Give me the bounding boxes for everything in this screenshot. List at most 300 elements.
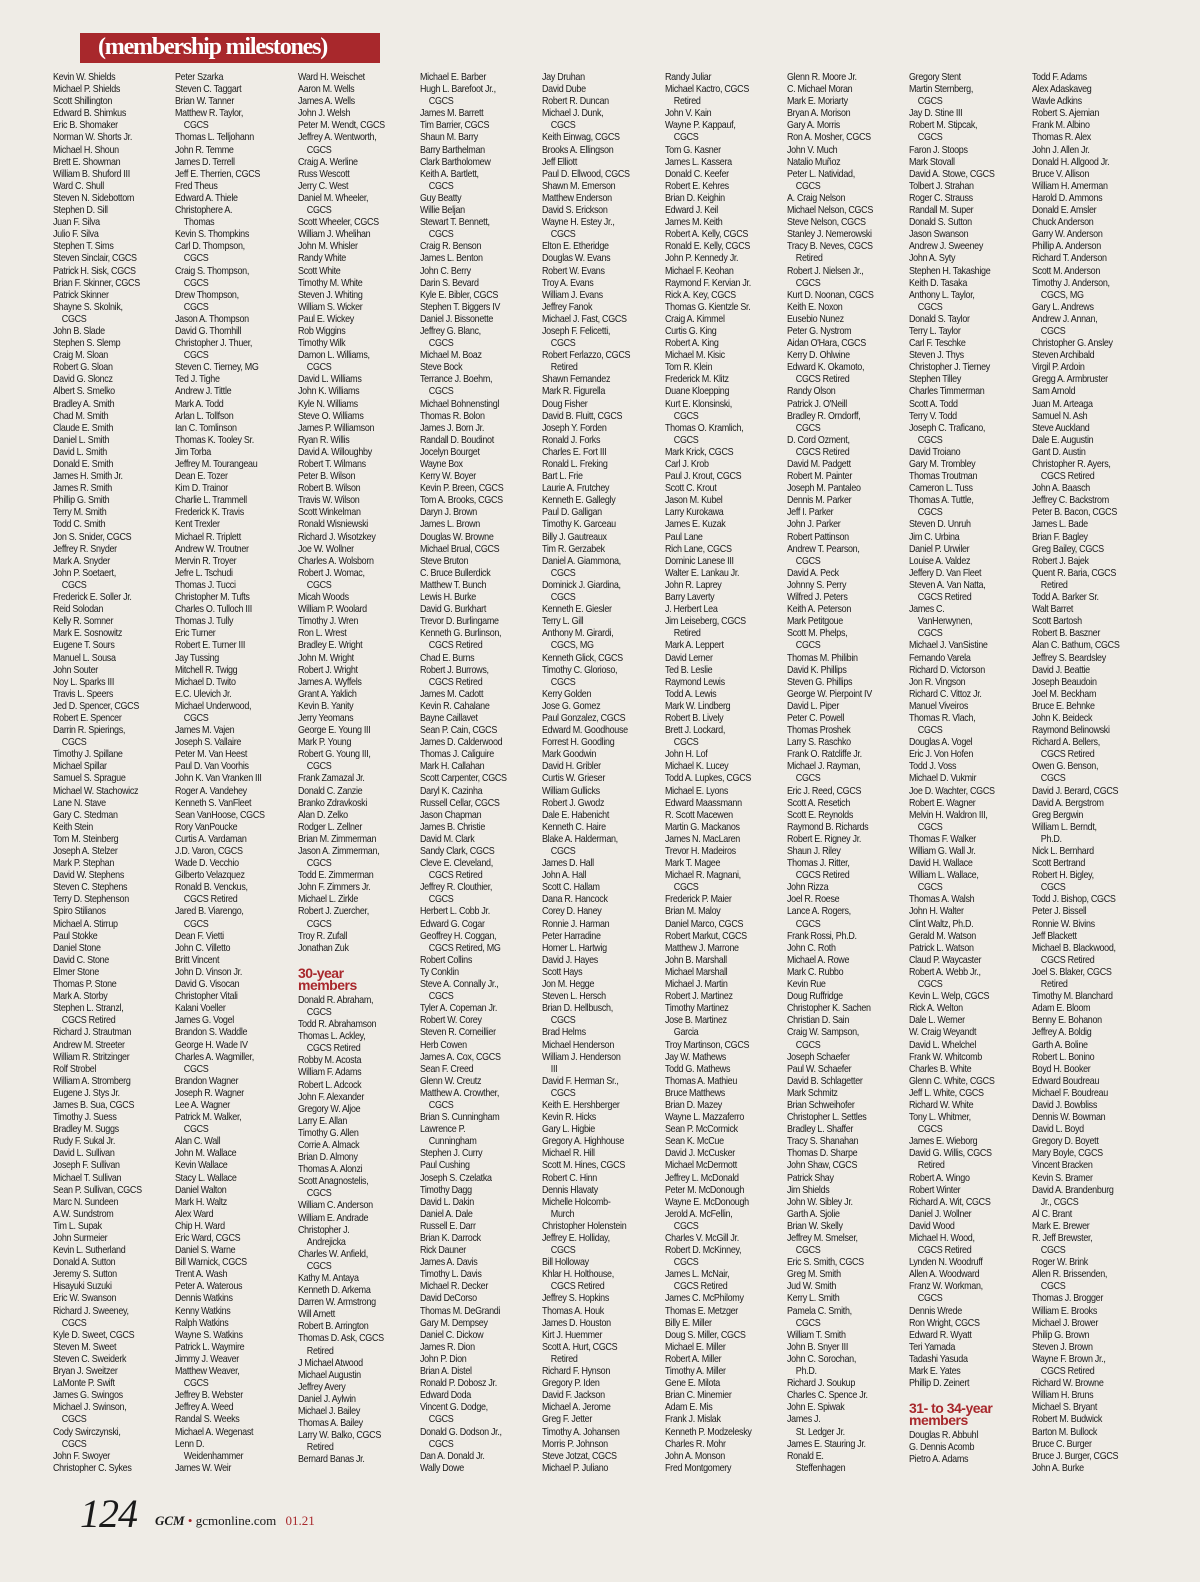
member-name: Stephen L. Stranzl,	[53, 1003, 124, 1015]
member-name: CGCS	[61, 1317, 87, 1329]
member-name: Thomas J. Caliguire	[420, 749, 494, 761]
member-name: Kevin R. Hicks	[542, 1112, 596, 1124]
member-name: Ronald Wisniewski	[298, 519, 369, 531]
member-name: Joel R. Roese	[787, 894, 840, 906]
member-name: William R. Stritzinger	[53, 1051, 130, 1063]
member-name: Thomas L. Ackley,	[298, 1031, 366, 1043]
member-name: Frank M. Albino	[1032, 120, 1090, 132]
member-name: Dale E. Augustin	[1032, 434, 1094, 446]
member-name: Trevor H. Madeiros	[665, 846, 736, 857]
member-name: Charles A. Wagmiller,	[175, 1051, 254, 1063]
member-name: James E. Stauring Jr.	[787, 1438, 866, 1450]
member-name: Randall D. Boudinot	[420, 434, 494, 446]
member-name: CGCS	[1040, 1245, 1066, 1257]
member-name: CGCS	[1040, 1281, 1066, 1293]
member-name: Scott M. Hines, CGCS	[542, 1160, 626, 1172]
member-name: Walt Barret	[1032, 604, 1074, 616]
member-name: Dennis Hlavaty	[542, 1184, 598, 1196]
member-name: Scott M. Phelps,	[787, 628, 848, 640]
member-name: CGCS	[795, 1245, 821, 1257]
member-name: Keith E. Hershberger	[542, 1099, 620, 1111]
member-name: Kirt J. Huemmer	[542, 1329, 603, 1341]
member-name: James C.	[909, 604, 945, 616]
member-name: Robert M. Budwick	[1032, 1414, 1103, 1426]
member-name: William C. Anderson	[298, 1200, 373, 1212]
member-name: St. Ledger Jr.	[795, 1426, 845, 1438]
member-name: Darrin R. Spierings,	[53, 725, 126, 737]
member-name: CGCS	[183, 277, 209, 289]
member-name: Peter M. Wendt, CGCS	[298, 120, 385, 132]
member-name: CGCS	[1040, 773, 1066, 785]
member-name: Keith Einwag, CGCS	[542, 132, 620, 144]
member-name: Bruce J. Burger, CGCS	[1032, 1450, 1119, 1462]
member-name: Roger C. Strauss	[909, 192, 973, 204]
member-name: Edward G. Cogar	[420, 918, 485, 930]
member-name: Elmer Stone	[53, 966, 99, 978]
member-name: Richard D. Victorson	[909, 664, 985, 676]
member-name: William A. Stromberg	[53, 1075, 131, 1087]
member-name: Peter M. McDonough	[665, 1184, 745, 1196]
member-name: CGCS Retired	[306, 1043, 361, 1055]
member-name: Christopher G. Ansley	[1032, 338, 1113, 350]
member-name: CGCS Retired	[428, 870, 483, 882]
member-name: James D. Calderwood	[420, 737, 503, 749]
member-name: David Troiano	[909, 446, 961, 458]
member-name: James M. Barrett	[420, 108, 484, 120]
member-name: Donald C. Keefer	[665, 168, 729, 180]
member-name: Brian F. Bagley	[1032, 531, 1088, 543]
name-column	[298, 72, 419, 1492]
member-name: Kevin B. Yanity	[298, 700, 354, 712]
member-name: Joseph F. Sullivan	[53, 1160, 120, 1172]
member-name: Lenn D.	[175, 1438, 205, 1450]
member-name: C. Michael Moran	[787, 84, 853, 96]
member-name: Larry W. Balko, CGCS	[298, 1430, 382, 1442]
member-name: CGCS	[795, 277, 821, 289]
member-name: Daniel J. Aylwin	[298, 1393, 356, 1405]
member-name: Timothy M. White	[298, 277, 363, 289]
member-name: Robert E. Turner III	[175, 640, 246, 652]
member-name: Stephen H. Takashige	[909, 265, 991, 277]
member-name: Robert Collins	[420, 954, 473, 966]
member-name: Larry E. Allan	[298, 1115, 348, 1127]
member-name: Kerry L. Smith	[787, 1293, 840, 1305]
member-name: Andrew J. Sweeney	[909, 241, 984, 253]
member-name: Michael J. Swinson,	[53, 1402, 127, 1414]
member-name: Steven R. Corneillier	[420, 1027, 496, 1039]
member-name: Michael E. Barber	[420, 72, 487, 83]
member-name: David J. Berard, CGCS	[1032, 785, 1119, 797]
member-name: Alex Adaskaveg	[1032, 84, 1092, 96]
member-name: John K. Van Vranken III	[175, 773, 262, 785]
member-name: Richard F. Hynson	[542, 1366, 611, 1378]
member-name: Robert E. Rigney Jr.	[787, 833, 862, 845]
member-name: Bruce V. Allison	[1032, 168, 1090, 180]
member-name: CGCS Retired	[1040, 954, 1095, 966]
member-name: Terry V. Todd	[909, 410, 957, 422]
member-name: Ron L. Wrest	[298, 628, 347, 640]
member-name: Christopher M. Tufts	[175, 592, 250, 604]
member-name: Dominic Lanese III	[665, 555, 734, 567]
member-name: Thomas G. Kientzle Sr.	[665, 301, 751, 313]
member-name: Thomas D. Ask, CGCS	[298, 1333, 384, 1345]
member-name: Alan C. Wall	[175, 1136, 221, 1148]
member-name: Robert E. Wagner	[909, 797, 976, 809]
member-name: Scott Carpenter, CGCS	[420, 773, 507, 785]
member-name: Edward J. Keil	[665, 205, 718, 217]
member-name: Rory VanPoucke	[175, 821, 238, 833]
member-name: Robert A. Webb Jr.,	[909, 966, 981, 978]
member-name: CGCS Retired	[1040, 749, 1095, 761]
member-name: John Shaw, CGCS	[787, 1160, 858, 1172]
member-name: Timothy K. Garceau	[542, 519, 616, 531]
member-name: John Souter	[53, 664, 98, 676]
member-name: Alan D. Zelko	[298, 809, 348, 821]
member-name: John Surmeier	[53, 1233, 108, 1244]
member-name: Gary M. Dempsey	[420, 1317, 488, 1329]
member-name: William J. Evans	[542, 289, 603, 301]
member-name: Jeff Elliott	[542, 156, 578, 168]
member-name: Michael B. Blackwood,	[1032, 942, 1116, 954]
member-name: Juan F. Silva	[53, 217, 100, 229]
member-name: Gene E. Milota	[665, 1378, 720, 1390]
member-name: Ph.D.	[1040, 833, 1062, 845]
member-name: Bayne Caillavet	[420, 712, 478, 724]
member-name: Brian S. Cunningham	[420, 1112, 500, 1124]
member-name: Craig W. Sampson,	[787, 1027, 859, 1039]
member-name: Teri Yamada	[909, 1341, 956, 1353]
member-name: Frank Zamazal Jr.	[298, 773, 365, 785]
member-name: Michael D. Vukmir	[909, 773, 977, 785]
member-name: Ronald E.	[787, 1450, 824, 1462]
member-name: Kevin S. Bramer	[1032, 1172, 1093, 1184]
member-name: Terry L. Taylor	[909, 325, 961, 337]
member-name: Keith D. Tasaka	[909, 277, 968, 289]
member-name: David M. Padgett	[787, 459, 851, 470]
member-name: Matthew A. Crowther,	[420, 1087, 500, 1099]
member-name: Claude E. Smith	[53, 422, 114, 434]
member-name: CGCS, MG	[1040, 289, 1084, 301]
member-name: Charles V. McGill Jr.	[665, 1233, 739, 1244]
member-name: Ronald B. Venckus,	[175, 882, 248, 894]
member-name: CGCS	[428, 1414, 454, 1426]
member-name: Corrie A. Almack	[298, 1139, 360, 1151]
member-name: James R. Smith	[53, 483, 112, 495]
member-name: Edward K. Okamoto,	[787, 362, 865, 374]
member-name: Ron A. Mosher, CGCS	[787, 132, 871, 144]
member-name: Joel S. Blaker, CGCS	[1032, 966, 1112, 978]
member-name: CGCS	[917, 1124, 943, 1136]
member-name: Joe D. Wachter, CGCS	[909, 785, 995, 797]
member-name: Michael A. Wegenast	[175, 1426, 254, 1438]
member-name: Robert B. Lively	[665, 712, 724, 724]
member-name: CGCS	[428, 1438, 454, 1450]
member-name: Scott Winkelman	[298, 507, 361, 519]
member-name: CGCS Retired, MG	[428, 942, 501, 954]
member-name: Aaron M. Wells	[298, 84, 355, 96]
member-name: CGCS	[428, 229, 454, 241]
member-name: Retired	[1040, 579, 1068, 591]
member-name: David G. Sloncz	[53, 374, 113, 386]
member-name: Keith A. Peterson	[787, 604, 852, 616]
member-name: Robert Pattinson	[787, 531, 849, 543]
member-name: Richard J. Soukup	[787, 1378, 856, 1390]
member-name: CGCS	[183, 1124, 209, 1136]
member-name: Joseph R. Wagner	[175, 1087, 244, 1099]
member-name: Randal S. Weeks	[175, 1414, 240, 1426]
member-name: Mark W. Lindberg	[665, 700, 731, 712]
member-name: Weidenhammer	[183, 1450, 244, 1462]
member-name: Robert L. Adcock	[298, 1079, 362, 1091]
member-name: CGCS Retired	[917, 592, 972, 604]
member-name: Roger W. Brink	[1032, 1257, 1088, 1269]
member-name: Kenneth C. Haire	[542, 821, 606, 833]
member-name: Edward M. Goodhouse	[542, 725, 628, 737]
member-name: Sean P. Sullivan, CGCS	[53, 1184, 142, 1196]
member-name: Barry Barthelman	[420, 144, 485, 156]
member-name: Frederick E. Soller Jr.	[53, 592, 132, 604]
member-name: James B. Sua, CGCS	[53, 1099, 135, 1111]
member-name: CGCS Retired	[673, 1281, 728, 1293]
member-name: Jon S. Snider, CGCS	[53, 531, 132, 543]
member-name: Wayne E. McDonough	[665, 1196, 749, 1208]
member-name: Bruce Matthews	[665, 1087, 725, 1099]
member-name: Mark H. Callahan	[420, 761, 485, 773]
member-name: Jeffrey B. Webster	[175, 1390, 243, 1402]
member-name: Martin Sternberg,	[909, 84, 974, 96]
member-name: Robert D. McKinney,	[665, 1245, 742, 1257]
member-name: Fred Theus	[175, 180, 218, 192]
member-name: Robert B. Wilson	[298, 483, 361, 495]
member-name: Tyler A. Copeman Jr.	[420, 1003, 498, 1015]
member-name: Retired	[550, 362, 578, 374]
member-name: Richard W. Browne	[1032, 1378, 1104, 1390]
member-name: Douglas W. Evans	[542, 253, 611, 265]
member-name: John M. Whisler	[298, 241, 358, 253]
member-name: Mark Petitgoue	[787, 616, 843, 628]
member-name: Shawn Fernandez	[542, 374, 611, 386]
member-name: CGCS	[306, 1188, 332, 1200]
member-name: Timothy J. Suess	[53, 1112, 117, 1124]
member-name: Gary L. Andrews	[1032, 301, 1094, 313]
member-name: Wayne Box	[420, 459, 463, 470]
member-name: Kyle D. Sweet, CGCS	[53, 1329, 135, 1341]
member-name: Chad E. Burns	[420, 652, 475, 664]
member-name: John J. Parker	[787, 519, 841, 531]
member-name: CGCS	[183, 301, 209, 313]
member-name: David F. Jackson	[542, 1390, 605, 1402]
member-name: W. Craig Weyandt	[909, 1027, 977, 1039]
member-name: Mark A. Storby	[53, 991, 108, 1003]
member-name: Joe W. Wollner	[298, 543, 354, 555]
member-name: Louise A. Valdez	[909, 555, 971, 567]
member-name: Mark T. Magee	[665, 858, 721, 870]
member-name: Richard C. Vittoz Jr.	[909, 688, 982, 700]
member-name: III	[550, 1063, 558, 1075]
member-name: Craig M. Sloan	[53, 350, 108, 362]
member-name: Michael K. Lucey	[665, 761, 729, 773]
name-column	[53, 72, 174, 1492]
member-name: Russ Wescott	[298, 168, 350, 180]
member-name: David A. Stowe, CGCS	[909, 168, 995, 180]
member-name: George H. Wade IV	[175, 1039, 248, 1051]
member-name: Todd G. Mathews	[665, 1063, 731, 1075]
member-name: Kevin Rue	[787, 979, 826, 991]
member-name: Ronnie J. Harman	[542, 918, 610, 930]
member-name: Damon L. Williams,	[298, 350, 370, 362]
member-name: Kyle E. Bibler, CGCS	[420, 289, 499, 301]
member-name: James G. Swingos	[53, 1390, 123, 1402]
member-name: Owen G. Benson,	[1032, 761, 1099, 773]
member-name: Todd C. Smith	[53, 519, 106, 531]
member-name: Jim Torba	[175, 446, 211, 458]
member-name: Herbert L. Cobb Jr.	[420, 906, 490, 918]
section-heading: 30-year members	[298, 964, 357, 993]
member-name: Jay Tussing	[175, 652, 219, 664]
member-name: Scott Wheeler, CGCS	[298, 217, 379, 229]
member-name: Raymond Lewis	[665, 676, 725, 688]
member-name: Dennis M. Parker	[787, 495, 852, 507]
member-name: Steven M. Sweet	[53, 1341, 117, 1353]
member-name: Ronald E. Kelly, CGCS	[665, 241, 751, 253]
member-name: Robert J. Womac,	[298, 567, 365, 579]
member-name: Natalio Muñoz	[787, 156, 841, 168]
member-name: Brad Helms	[542, 1027, 586, 1039]
member-name: Sean P. Cain, CGCS	[420, 725, 498, 737]
member-name: Patrick M. Walker,	[175, 1112, 242, 1124]
member-name: Roger A. Vandehey	[175, 785, 247, 797]
member-name: James M. Vajen	[175, 725, 235, 737]
member-name: John A. Hall	[542, 870, 587, 882]
member-name: Michael A. Stirrup	[53, 918, 118, 930]
member-name: CGCS	[306, 761, 332, 773]
member-name: Michael M. Kisic	[665, 350, 725, 362]
member-name: CGCS	[1040, 882, 1066, 894]
member-name: CGCS Retired	[917, 1245, 972, 1257]
member-name: William E. Brooks	[1032, 1305, 1098, 1317]
member-name: Wilfred J. Peters	[787, 592, 848, 604]
member-name: Sean K. McCue	[665, 1136, 724, 1148]
member-name: Stephen S. Slemp	[53, 338, 121, 350]
member-name: Rick Dauner	[420, 1245, 466, 1257]
member-name: CGCS	[306, 144, 332, 156]
member-name: CGCS	[917, 882, 943, 894]
member-name: Kenneth E. Giesler	[542, 604, 612, 616]
member-name: CGCS Retired	[795, 870, 850, 882]
member-name: Lynden N. Woodruff	[909, 1257, 983, 1269]
member-name: Garcia	[673, 1027, 699, 1039]
member-name: Chuck Anderson	[1032, 217, 1094, 229]
member-name: Jeffery D. Van Fleet	[909, 567, 982, 579]
member-name: Charles E. Fort III	[542, 446, 607, 458]
member-name: Timothy Wilk	[298, 338, 346, 350]
member-name: Thomas J. Tucci	[175, 579, 236, 591]
member-name: Michael H. Wood,	[909, 1233, 975, 1244]
member-name: Thomas L. Telljohann	[175, 132, 254, 144]
member-name: CGCS	[428, 180, 454, 192]
member-name: Barton M. Bullock	[1032, 1426, 1098, 1438]
member-name: Andrejicka	[306, 1236, 346, 1248]
member-name: D. Cord Ozment,	[787, 434, 850, 446]
member-name: David F. Herman Sr.,	[542, 1075, 619, 1087]
member-name: Todd J. Voss	[909, 761, 957, 773]
member-name: John D. Vinson Jr.	[175, 966, 243, 978]
member-name: John Rizza	[787, 882, 829, 894]
member-name: Patrick Shay	[787, 1172, 834, 1184]
member-name: Richard J. Wisotzkey	[298, 531, 376, 543]
member-name: Michael R. Decker	[420, 1281, 489, 1293]
member-name: Thomas R. Bolon	[420, 410, 485, 422]
member-name: Robert J. Nielsen Jr.,	[787, 265, 864, 277]
member-name: Frederick M. Klitz	[665, 374, 729, 386]
member-name: CGCS	[917, 507, 943, 519]
member-name: Ty Conklin	[420, 966, 459, 978]
member-name: Arlan L. Tollfson	[175, 410, 234, 422]
member-name: Troy A. Evans	[542, 277, 594, 289]
member-name: Ralph Watkins	[175, 1317, 229, 1329]
member-name: Lee A. Wagner	[175, 1099, 230, 1111]
member-name: Joel M. Beckham	[1032, 688, 1097, 700]
member-name: Peter M. Van Heest	[175, 749, 248, 761]
member-name: Kevin W. Shields	[53, 72, 116, 83]
member-name: Frank O. Ratcliffe Jr.	[787, 749, 862, 761]
member-name: Charles C. Spence Jr.	[787, 1390, 868, 1402]
member-name: Christopher J. Tierney	[909, 362, 990, 374]
member-name: Forrest H. Goodling	[542, 737, 615, 749]
member-name: Anthony M. Girardi,	[542, 628, 614, 640]
member-name: Eric B. Shomaker	[53, 120, 118, 132]
member-name: Andrew J. Tittle	[175, 386, 232, 398]
member-name: David A. Willoughby	[298, 446, 372, 458]
member-name: CGCS	[183, 120, 209, 132]
member-name: Richard A. Bellers,	[1032, 737, 1100, 749]
member-name: CGCS	[1040, 325, 1066, 337]
member-name: Matthew T. Bunch	[420, 579, 487, 591]
member-name: E.C. Ulevich Jr.	[175, 688, 232, 700]
member-name: Thomas A. Houk	[542, 1305, 604, 1317]
member-name: Todd J. Bishop, CGCS	[1032, 894, 1116, 906]
member-name: Mark C. Rubbo	[787, 966, 844, 978]
member-name: Greg M. Smith	[787, 1269, 841, 1281]
member-name: James D. Terrell	[175, 156, 235, 168]
member-name: Ted J. Tighe	[175, 374, 220, 386]
member-name: CGCS	[550, 338, 576, 350]
member-name: Douglas R. Abbuhl	[909, 1430, 979, 1442]
member-name: Frederick P. Maier	[665, 894, 732, 906]
member-name: Timothy Dagg	[420, 1184, 472, 1196]
member-name: CGCS	[550, 1015, 576, 1027]
member-name: Herb Cowen	[420, 1039, 467, 1051]
member-name: Larry Kurokawa	[665, 507, 724, 519]
member-name: CGCS Retired	[428, 676, 483, 688]
member-name: Wayne P. Kappauf,	[665, 120, 736, 132]
member-name: Bryan A. Morison	[787, 108, 851, 120]
member-name: Brian W. Skelly	[787, 1220, 843, 1232]
member-name: Christopher J. Thuer,	[175, 338, 253, 350]
member-name: Al C. Brant	[1032, 1208, 1072, 1220]
member-name: Scott A. Hurt, CGCS	[542, 1341, 618, 1353]
member-name: Retired	[795, 253, 823, 265]
member-name: Robert C. Hinn	[542, 1172, 597, 1184]
member-name: Wayne L. Mazzaferro	[665, 1112, 745, 1124]
member-name: David M. Clark	[420, 833, 475, 845]
member-name: VanHerwynen,	[917, 616, 973, 628]
member-name: Eric W. Swanson	[53, 1293, 117, 1305]
member-name: Craig R. Benson	[420, 241, 482, 253]
member-name: Claud P. Waycaster	[909, 954, 982, 966]
member-name: Bart L. Frie	[542, 471, 583, 483]
member-name: Frederick K. Travis	[175, 507, 244, 519]
